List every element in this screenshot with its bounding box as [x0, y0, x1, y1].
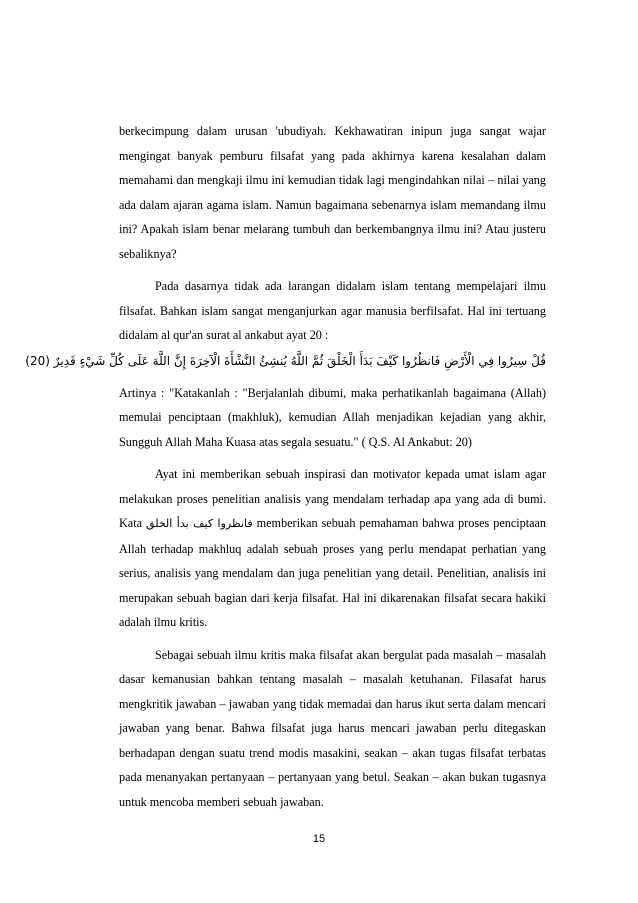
page-number: 15	[312, 833, 326, 845]
quran-verse: قُلْ سِيرُوا فِي الْأَرْضِ فَانظُرُوا كَيْفَ بَدَأَ الْخَلْقَ ثُمَّ اللَّهُ يُنشِئُ النَّشْأَةَ الْآخِرَةَ إِنَّ اللَّهَ عَلَى كُلِّ شَيْءٍ قَدِيرٌ (20)	[25, 353, 546, 368]
paragraph-translation: Artinya : "Katakanlah : "Berjalanlah dibumi, maka perhatikanlah bagaimana (Allah) memulai penciptaan (makhluk), kemudian Allah menjadikan kejadian yang akhir, Sungguh Allah Maha Kuasa atas segala sesuatu." ( Q.S. Al Ankabut: 20)	[119, 385, 546, 449]
paragraph-inspiration-text-2: memberikan sebuah pemahaman bahwa proses penciptaan Allah terhadap makhluq adalah sebuah proses yang perlu mendapat perhatian yang serius, analisis yang mendalam dan juga penelitian yang detail. Penelitian, analisis ini merupakan sebuah bagian dari kerja filsafat. Hal ini dikarenakan filsafat secara hakiki adalah ilmu kritis.	[119, 516, 547, 629]
paragraph-inspiration-text-1: Ayat ini memberikan sebuah inspirasi dan motivator kepada umat islam agar melakukan proses penelitian analisis yang mendalam terhadap apa yang ada di bumi. Kata	[119, 467, 546, 530]
paragraph-inspiration	[119, 462, 546, 635]
paragraph-no-prohibition: Pada dasarnya tidak ada larangan didalam islam tentang mempelajari ilmu filsafat. Bahkan islam sangat menganjurkan agar manusia berfilsafat. Hal ini tertuang didalam al qur'an surat al ankabut ayat 20 :	[119, 279, 546, 342]
arabic-phrase: فانظروا كيف بدأ الخلق	[146, 517, 253, 530]
paragraph-intro: berkecimpung dalam urusan 'ubudiyah. Kekhawatiran inipun juga sangat wajar mengingat banyak pemburu filsafat yang pada akhirnya karena kesalahan dalam memahami dan mengkaji ilmu ini kemudian tidak lagi mengindahkan nilai – nilai yang ada dalam ajaran agama islam. Namun bagaimana sebenarnya islam memandang ilmu ini? Apakah islam benar melarang tumbuh dan berkembangnya ilmu ini? Atau justeru sebaliknya?	[119, 124, 546, 261]
document-body	[25, 119, 547, 814]
paragraph-critical-science: Sebagai sebuah ilmu kritis maka filsafat akan bergulat pada masalah – masalah dasar kemanusian bahkan tentang masalah – masalah ketuhanan. Filasafat harus mengkritik jawaban – jawaban yang tidak memadai dan harus ikut serta dalam mencari jawaban yang benar. Bahwa filsafat juga harus mencari jawaban perlu ditegaskan berhadapan dengan suatu trend modis masakini, seakan – akan tugas filsafat terbatas pada menanyakan pertanyaan – pertanyaan yang betul. Seakan – akan bukan tugasnya untuk mencoba memberi sebuah jawaban.	[119, 647, 546, 809]
